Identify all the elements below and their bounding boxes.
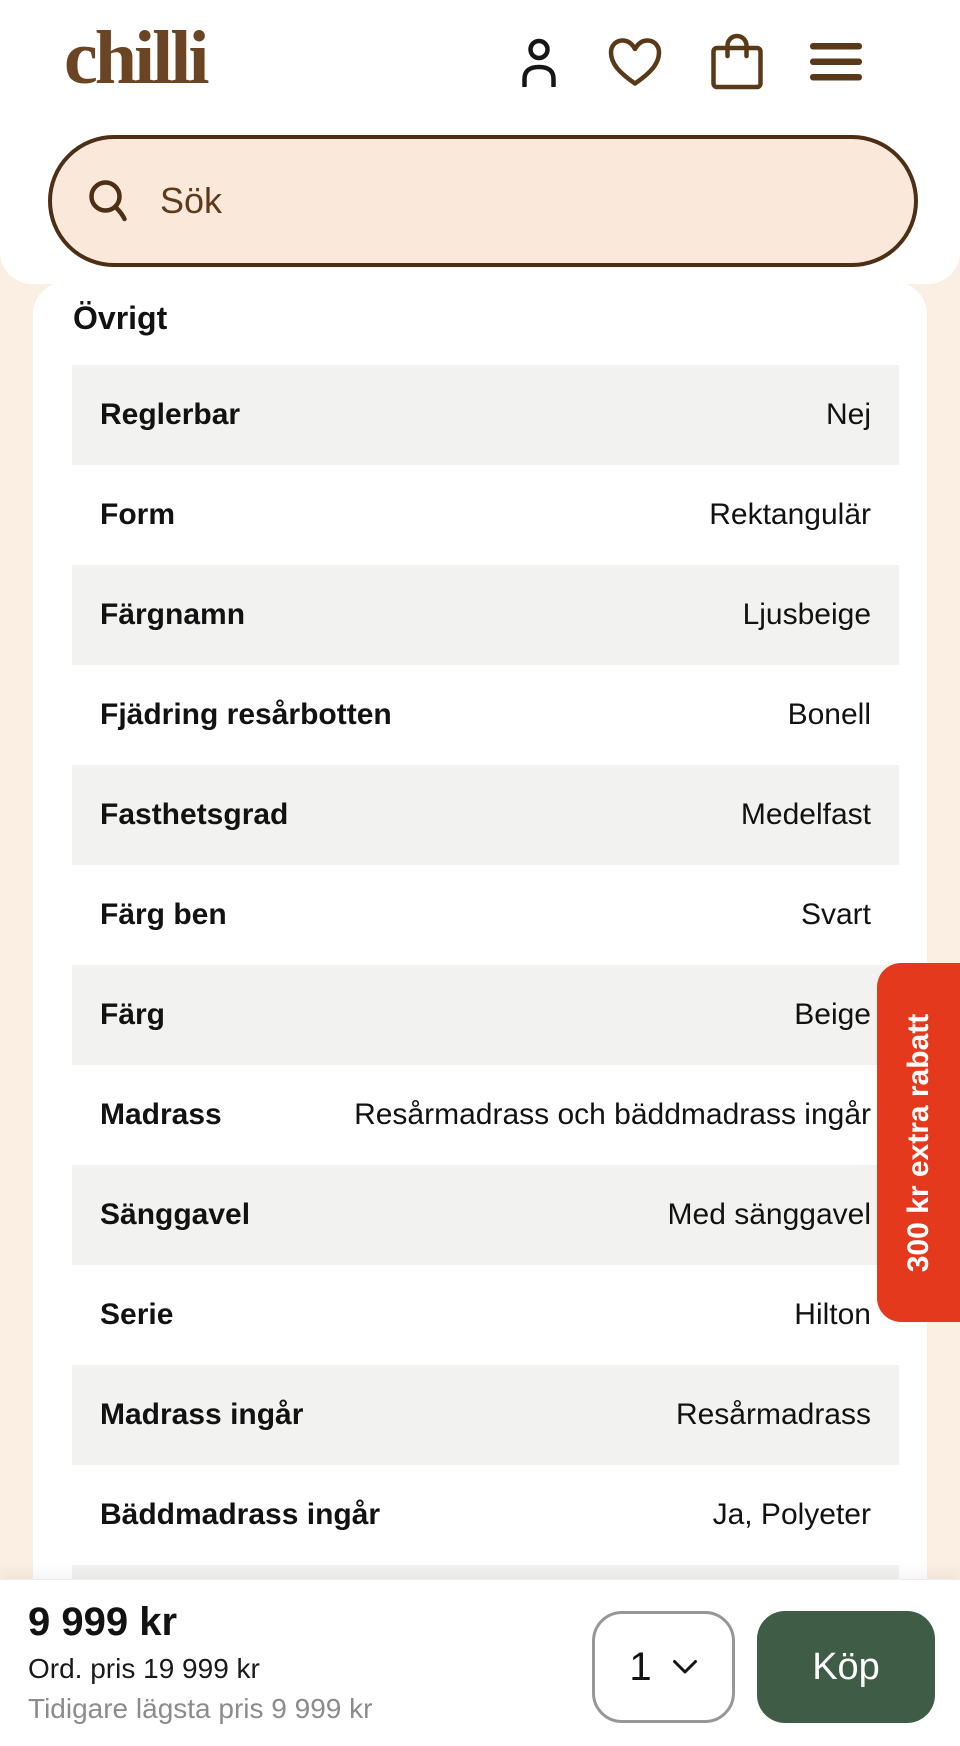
spec-value: Resårmadrass och bäddmadrass ingår <box>354 1098 871 1131</box>
spec-value: Resårmadrass <box>675 1398 871 1431</box>
wishlist-heart-icon <box>606 36 664 88</box>
cart-button[interactable] <box>708 32 766 92</box>
header <box>0 0 960 284</box>
table-row <box>72 565 899 665</box>
chevron-down-icon <box>672 1659 698 1675</box>
spec-value: Svart <box>800 898 871 931</box>
table-row <box>72 765 899 865</box>
cart-bag-icon <box>708 32 766 92</box>
table-row <box>72 865 899 965</box>
table-row <box>72 1065 899 1165</box>
header-icons <box>516 31 862 93</box>
spec-value: Nej <box>825 398 871 431</box>
price-block <box>28 1600 372 1725</box>
table-row <box>72 1265 899 1365</box>
promo-badge[interactable] <box>877 963 960 1322</box>
buy-button[interactable]: Köp <box>757 1611 935 1723</box>
search-bar[interactable] <box>48 135 918 267</box>
spec-label: Färg <box>100 998 166 1031</box>
spec-label: Form <box>100 498 175 531</box>
spec-value: Medelfast <box>740 798 871 831</box>
spec-label: Sänggavel <box>100 1198 251 1231</box>
spec-label: Reglerbar <box>100 398 241 431</box>
table-row <box>72 965 899 1065</box>
table-row <box>72 465 899 565</box>
spec-label: Madrass <box>100 1098 222 1131</box>
table-row <box>72 365 899 465</box>
spec-value: Med sänggavel <box>667 1198 871 1231</box>
spec-label: Fasthetsgrad <box>100 798 289 831</box>
wishlist-button[interactable] <box>606 36 664 88</box>
ordinary-price: Ord. pris 19 999 kr <box>28 1653 260 1684</box>
purchase-bar <box>0 1579 960 1746</box>
promo-badge-label: 300 kr extra rabatt <box>901 1013 935 1272</box>
logo[interactable]: chilli <box>64 16 207 100</box>
spec-table <box>72 365 899 1665</box>
section-title: Övrigt <box>73 300 168 336</box>
spec-value: Beige <box>794 998 871 1031</box>
content-card <box>33 282 927 1746</box>
spec-label: Fjädring resårbotten <box>100 698 392 731</box>
account-button[interactable] <box>516 37 562 87</box>
spec-label: Madrass ingår <box>100 1398 304 1431</box>
purchase-controls <box>592 1611 935 1723</box>
spec-value: Bonell <box>787 698 871 731</box>
table-row <box>72 1465 899 1565</box>
quantity-selector[interactable] <box>592 1611 735 1723</box>
current-price: 9 999 kr <box>28 1600 178 1644</box>
spec-label: Serie <box>100 1298 174 1331</box>
spec-label: Färg ben <box>100 898 227 931</box>
spec-label: Bäddmadrass ingår <box>100 1498 381 1531</box>
search-input[interactable] <box>160 180 880 222</box>
table-row <box>72 1165 899 1265</box>
lowest-price: Tidigare lägsta pris 9 999 kr <box>28 1693 373 1724</box>
spec-value: Ljusbeige <box>742 598 871 631</box>
quantity-value: 1 <box>629 1644 652 1689</box>
spec-value: Ja, Polyeter <box>712 1498 871 1531</box>
spec-label: Färgnamn <box>100 598 246 631</box>
search-icon <box>86 177 134 225</box>
table-row <box>72 665 899 765</box>
table-row <box>72 1365 899 1465</box>
menu-button[interactable] <box>810 41 862 83</box>
spec-value: Rektangulär <box>709 498 871 531</box>
menu-icon <box>810 41 862 83</box>
account-icon <box>516 37 562 87</box>
spec-value: Hilton <box>794 1298 871 1331</box>
